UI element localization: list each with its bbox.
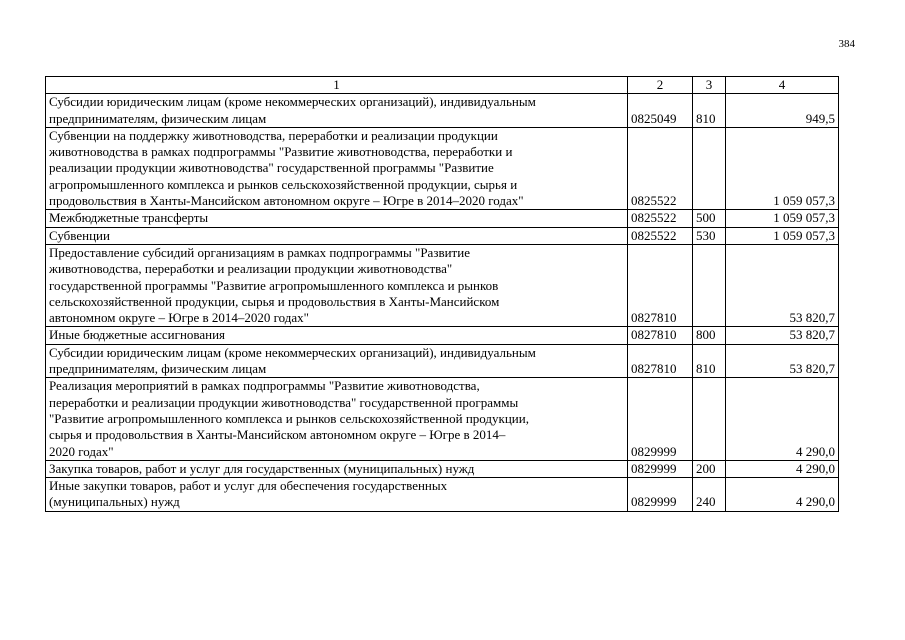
table-row bbox=[46, 127, 839, 209]
row-code: 0825522 bbox=[628, 127, 693, 209]
row-code: 0827810 bbox=[628, 327, 693, 344]
row-name: Иные закупки товаров, работ и услуг для обеспечения государственных (муниципальных) нужд bbox=[46, 478, 628, 512]
row-type: 500 bbox=[693, 210, 726, 227]
row-sum: 4 290,0 bbox=[726, 460, 839, 477]
row-name: Межбюджетные трансферты bbox=[46, 210, 628, 227]
page-number: 384 bbox=[838, 38, 855, 50]
row-type: 530 bbox=[693, 227, 726, 244]
row-type: 810 bbox=[693, 94, 726, 128]
table-row bbox=[46, 94, 839, 128]
row-code: 0827810 bbox=[628, 244, 693, 326]
column-header-type: 3 bbox=[693, 77, 726, 94]
row-name: Предоставление субсидий организациям в рамках подпрограммы "Развитие животноводства, переработки и реализации продукции животноводства" государственной программы "Развитие агропромышленного комплекса и рынков сельскохозяйственной продукции, сырья и продовольствия в Ханты-Мансийском автономном округе – Югре в 2014–2020 годах" bbox=[46, 244, 628, 326]
row-sum: 1 059 057,3 bbox=[726, 227, 839, 244]
row-code: 0829999 bbox=[628, 378, 693, 460]
row-name: Субвенции на поддержку животноводства, переработки и реализации продукции животноводства в рамках подпрограммы "Развитие животноводства, переработки и реализации продукции животноводства" государственной программы "Развитие агропромышленного комплекса и рынков сельскохозяйственной продукции, сырья и продовольствия в Ханты-Мансийском автономном округе – Югре в 2014–2020 годах" bbox=[46, 127, 628, 209]
row-sum: 949,5 bbox=[726, 94, 839, 128]
table-row bbox=[46, 227, 839, 244]
row-name: Субсидии юридическим лицам (кроме некоммерческих организаций), индивидуальным предпринимателям, физическим лицам bbox=[46, 344, 628, 378]
row-sum: 4 290,0 bbox=[726, 478, 839, 512]
row-code: 0829999 bbox=[628, 460, 693, 477]
column-header-code: 2 bbox=[628, 77, 693, 94]
row-name: Закупка товаров, работ и услуг для государственных (муниципальных) нужд bbox=[46, 460, 628, 477]
column-header-name: 1 bbox=[46, 77, 628, 94]
row-type bbox=[693, 244, 726, 326]
row-sum: 53 820,7 bbox=[726, 344, 839, 378]
row-code: 0825049 bbox=[628, 94, 693, 128]
column-header-sum: 4 bbox=[726, 77, 839, 94]
row-name: Субсидии юридическим лицам (кроме некоммерческих организаций), индивидуальным предпринимателям, физическим лицам bbox=[46, 94, 628, 128]
table-row bbox=[46, 327, 839, 344]
table-row bbox=[46, 460, 839, 477]
row-type: 200 bbox=[693, 460, 726, 477]
row-type: 800 bbox=[693, 327, 726, 344]
row-sum: 1 059 057,3 bbox=[726, 210, 839, 227]
table-header-row bbox=[46, 77, 839, 94]
table-row bbox=[46, 344, 839, 378]
row-name: Субвенции bbox=[46, 227, 628, 244]
row-code: 0829999 bbox=[628, 478, 693, 512]
row-sum: 4 290,0 bbox=[726, 378, 839, 460]
table-row bbox=[46, 478, 839, 512]
row-sum: 53 820,7 bbox=[726, 244, 839, 326]
row-name: Реализация мероприятий в рамках подпрограммы "Развитие животноводства, переработки и реализации продукции животноводства" государственной программы "Развитие агропромышленного комплекса и рынков сельскохозяйственной продукции, сырья и продовольствия в Ханты-Мансийском автономном округе – Югре в 2014– 2020 годах" bbox=[46, 378, 628, 460]
row-name: Иные бюджетные ассигнования bbox=[46, 327, 628, 344]
row-code: 0825522 bbox=[628, 210, 693, 227]
row-type: 810 bbox=[693, 344, 726, 378]
table-row bbox=[46, 244, 839, 326]
row-type: 240 bbox=[693, 478, 726, 512]
table-row bbox=[46, 210, 839, 227]
row-sum: 53 820,7 bbox=[726, 327, 839, 344]
row-type bbox=[693, 127, 726, 209]
row-sum: 1 059 057,3 bbox=[726, 127, 839, 209]
row-code: 0827810 bbox=[628, 344, 693, 378]
row-type bbox=[693, 378, 726, 460]
table-row bbox=[46, 378, 839, 460]
row-code: 0825522 bbox=[628, 227, 693, 244]
budget-table bbox=[45, 76, 839, 512]
